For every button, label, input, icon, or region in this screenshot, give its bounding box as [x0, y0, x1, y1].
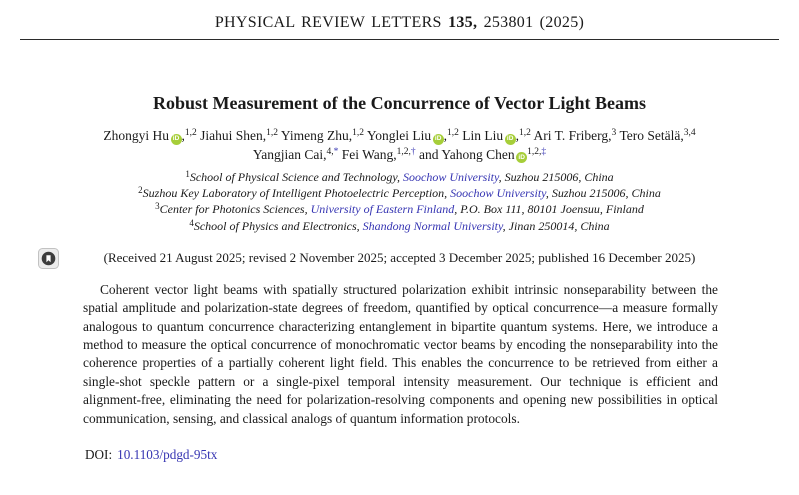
- author-name: Yimeng Zhu,$^{1,2}$: [280, 128, 365, 143]
- affiliation-number: 1: [185, 169, 190, 179]
- institution-link[interactable]: University of Eastern Finland: [310, 202, 455, 217]
- author-affiliation-superscript: 1,2,‡: [527, 146, 547, 157]
- affiliations-block: [0, 169, 799, 234]
- author-name: Yangjian Cai,$^{4,*}$: [252, 146, 339, 162]
- affiliation-number: 3: [155, 201, 160, 212]
- author-name: and Yahong Chen $iD^{1,2,\ddagger}$: [419, 146, 547, 162]
- authors-line-2: [0, 146, 799, 165]
- author-name: Lin Liu iD ,$^{1,2}$: [462, 128, 531, 143]
- doi-link[interactable]: 10.1103/pdgd-95tx: [117, 447, 218, 463]
- author-name: Tero Setälä,$^{3,4}$: [619, 128, 696, 143]
- authors-block: [0, 127, 799, 164]
- received-dates: (Received 21 August 2025; revised 2 November 2025; accepted 3 December 2025; published 16 December 2025): [103, 249, 696, 265]
- footnote-symbol-link[interactable]: *: [333, 146, 339, 157]
- journal-volume: 135,: [448, 14, 478, 31]
- affiliation-line: $^1$School of Physical Science and Technology, Soochow University, Suzhou 215006, China: [185, 169, 614, 184]
- footnote-symbol-link[interactable]: †: [410, 146, 416, 157]
- affiliation-number: 2: [138, 185, 143, 196]
- paper-title: Robust Measurement of the Concurrence of Vector Light Beams: [153, 93, 646, 113]
- journal-issue-info: 253801 (2025): [483, 14, 585, 31]
- author-name: Ari T. Friberg,$^3$: [533, 128, 617, 143]
- author-name: Yonglei Liu iD ,$^{1,2}$: [366, 128, 459, 143]
- affiliation-line: $^4$School of Physics and Electronics, Shandong Normal University, Jinan 250014, China: [189, 217, 610, 233]
- author-affiliation-superscript: 1,2: [447, 128, 459, 138]
- author-affiliation-superscript: 1,2: [266, 128, 279, 138]
- author-affiliation-superscript: 1,2: [184, 128, 197, 138]
- author-name: Fei Wang,$^{1,2,\dagger}$: [341, 146, 416, 162]
- affiliation-number: 4: [189, 217, 194, 228]
- crossmark-icon[interactable]: [38, 248, 59, 269]
- header-rule: [20, 39, 779, 40]
- journal-name: PHYSICAL REVIEW LETTERS: [214, 14, 442, 31]
- author-affiliation-superscript: 4,*: [326, 146, 339, 157]
- author-affiliation-superscript: 3: [611, 128, 617, 138]
- institution-link[interactable]: Soochow University: [450, 186, 546, 201]
- doi-label: DOI:: [85, 447, 113, 463]
- received-row: [0, 250, 799, 266]
- institution-link[interactable]: Soochow University: [403, 170, 499, 184]
- author-name: Jiahui Shen,$^{1,2}$: [200, 128, 279, 143]
- authors-line-1: [0, 127, 799, 146]
- affiliation-line: $^2$Suzhou Key Laboratory of Intelligent Photoelectric Perception, Soochow University, Suzhou 215006, China: [138, 185, 661, 201]
- orcid-icon[interactable]: iD: [433, 134, 444, 145]
- author-affiliation-superscript: 1,2: [519, 128, 531, 138]
- institution-link[interactable]: Shandong Normal University: [362, 218, 503, 233]
- footnote-symbol-link[interactable]: ‡: [541, 146, 547, 157]
- author-affiliation-superscript: 1,2: [352, 128, 365, 138]
- journal-header: [0, 0, 799, 32]
- orcid-icon[interactable]: iD: [171, 134, 182, 145]
- affiliation-line: $^3$Center for Photonics Sciences, University of Eastern Finland, P.O. Box 111, 80101 Joensuu, Finland: [155, 201, 644, 217]
- orcid-icon[interactable]: iD: [505, 134, 516, 145]
- doi-line: [85, 447, 799, 463]
- author-affiliation-superscript: 1,2,†: [396, 146, 416, 157]
- author-name: Zhongyi Hu iD ,$^{1,2}$: [103, 128, 197, 143]
- abstract-text: Coherent vector light beams with spatially structured polarization exhibit intrinsic nonseparability between the spatial amplitude and polarization-state degrees of freedom, quantified by optical concurrence—a measure formally analogous to quantum concurrence characterizing entanglement in bipartite quantum systems. Here, we introduce a method to measure the optical concurrence of monochromatic vector beams by encoding the nonseparability into the coherence properties of a partially coherent light field. This enables the concurrence to be retrieved from either a single-shot speckle pattern or a single-pixel temporal intensity measurement. Our technique is efficient and alignment-free, eliminating the need for polarization-resolving components and opening new possibilities in optical communication, sensing, and classical analogs of quantum information protocols.: [83, 281, 718, 426]
- orcid-icon[interactable]: iD: [516, 152, 527, 163]
- author-affiliation-superscript: 3,4: [683, 128, 696, 138]
